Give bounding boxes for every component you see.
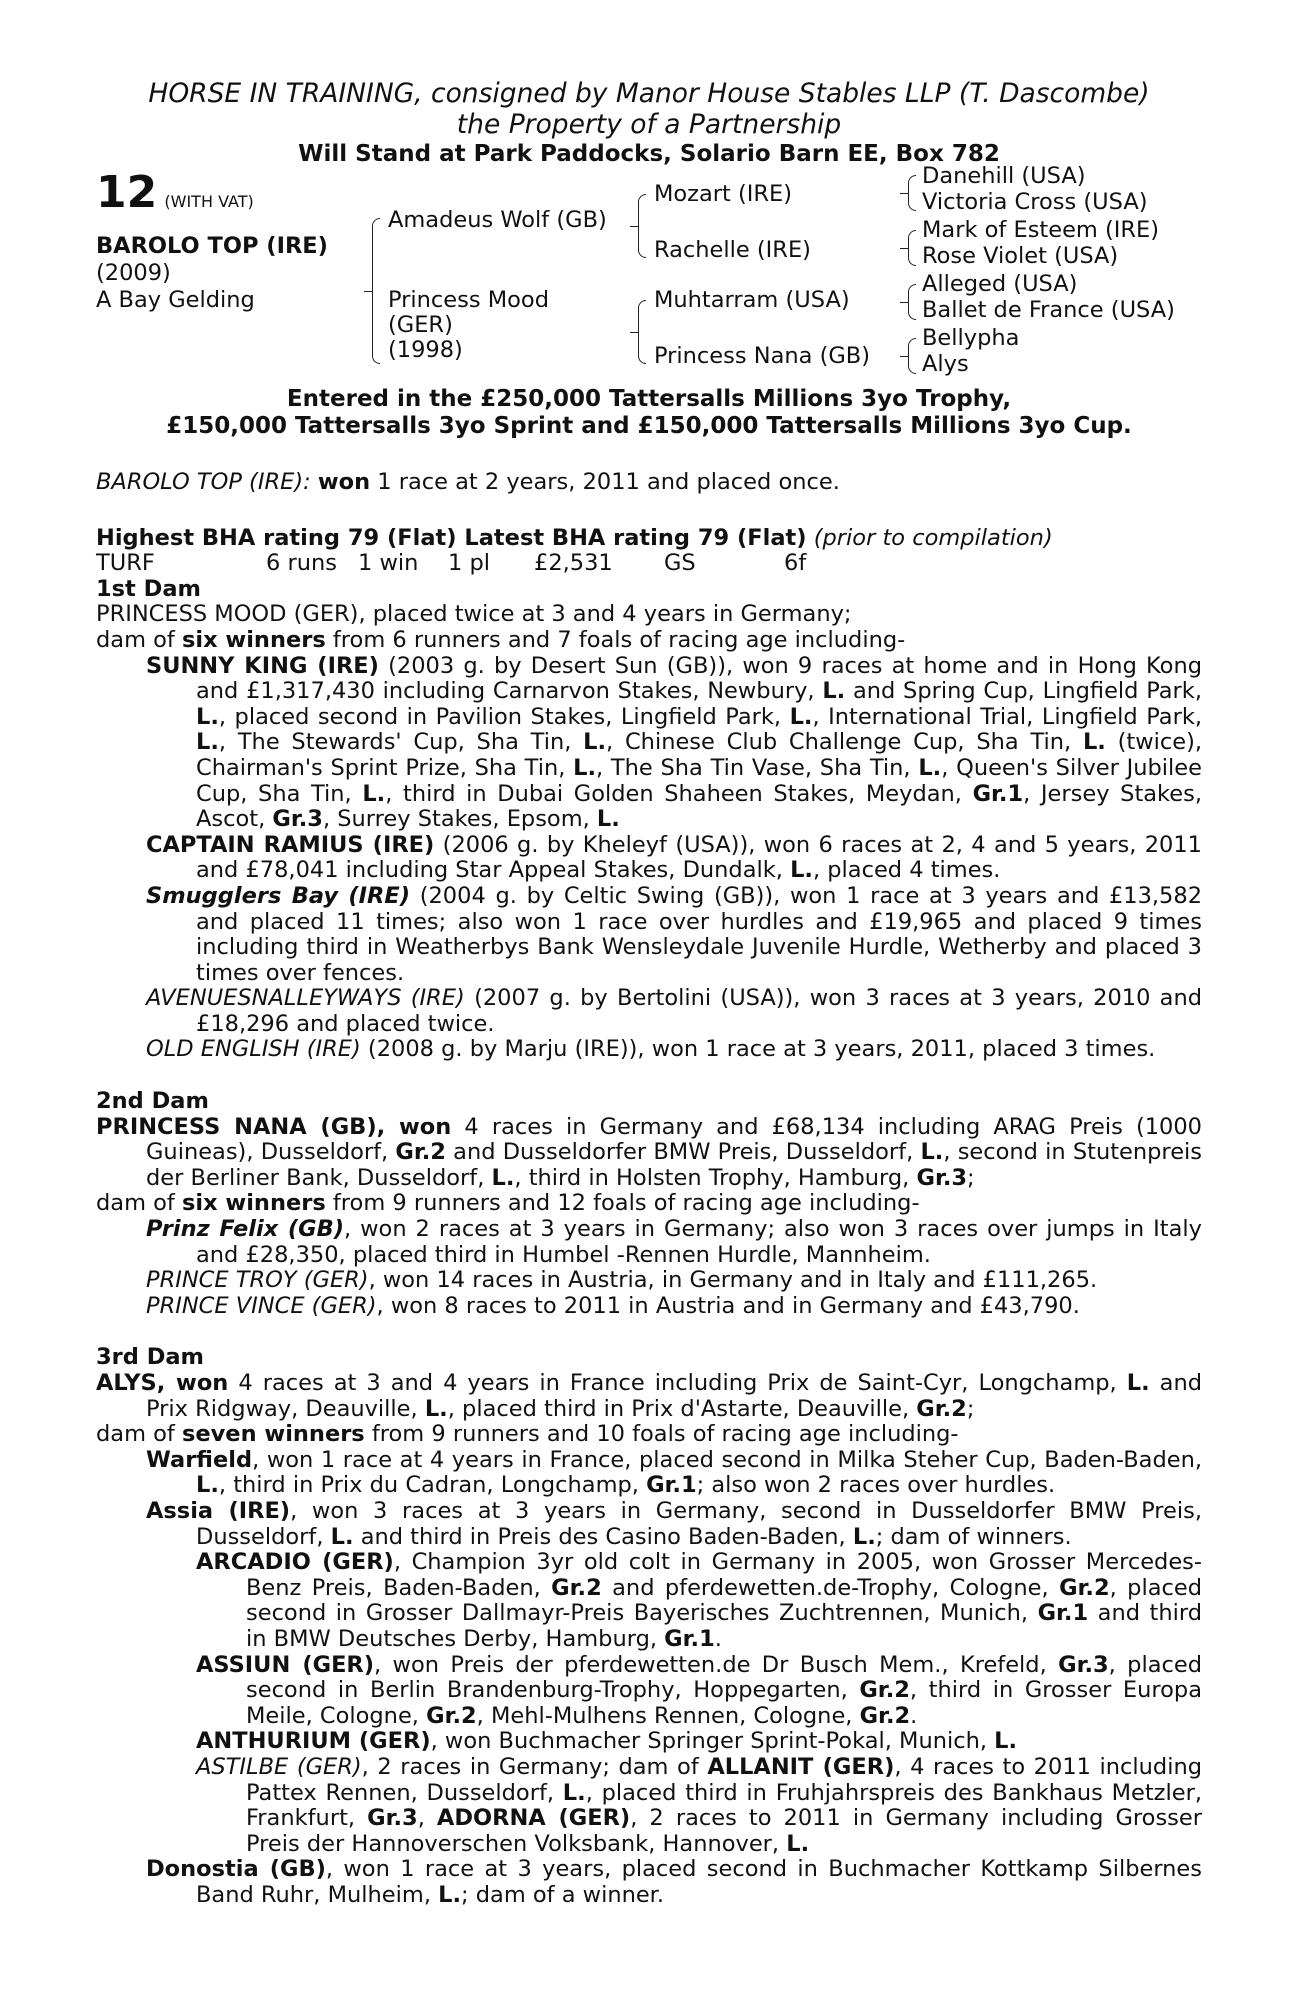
sire-side-brace <box>638 194 646 258</box>
second-dam-heading: 2nd Dam <box>96 1088 209 1115</box>
sire-dam-sire: Mark of Esteem (IRE) <box>922 217 1160 243</box>
sire-sire-dam: Victoria Cross (USA) <box>922 189 1148 215</box>
dam-dam: Princess Nana (GB) <box>654 343 870 369</box>
title-line-1: HORSE IN TRAINING, consigned by Manor House Stables LLP (T. Dascombe) <box>148 78 1150 109</box>
sire-sire-sire: Danehill (USA) <box>922 163 1086 189</box>
produce-prince-vince: PRINCE VINCE (GER), won 8 races to 2011 in Austria and in Germany and £43,790. <box>146 1292 1080 1319</box>
produce-old-english: OLD ENGLISH (IRE) (2008 g. by Marju (IRE)), won 1 race at 3 years, 2011, placed 3 times. <box>146 1036 1156 1063</box>
gen3-brace-4 <box>908 338 916 374</box>
dam-sire-sire: Alleged (USA) <box>922 271 1078 297</box>
produce-anthurium: ANTHURIUM (GER), won Buchmacher Springer Sprint-Pokal, Munich, L. <box>196 1728 1018 1755</box>
third-dam-produce-line: dam of seven winners from 9 runners and 10 foals of racing age including- <box>96 1421 959 1448</box>
dam-sire-dam: Ballet de France (USA) <box>922 297 1175 323</box>
title-line-2: the Property of a Partnership <box>456 109 842 140</box>
produce-donostia: Donostia (GB), won 1 race at 3 years, placed second in Buchmacher Kottkamp Silbernes Band Ruhr, Mulheim, L.; dam of a winner. <box>146 1856 1202 1908</box>
produce-sunny-king: SUNNY KING (IRE) (2003 g. by Desert Sun (GB)), won 9 races at home and in Hong Kong and £1,317,430 including Carnarvon Stakes, Newbury, L. and Spring Cup, Lingfield Park, L., placed second in Pavilion Stakes, Lingfield Park, L., International Trial, Lingfield Park, L., The Stewards' Cup, Sha Tin, L., Chinese Club Challenge Cup, Sha Tin, L. (twice), Chairman's Sprint Prize, Sha Tin, L., The Sha Tin Vase, Sha Tin, L., Queen's Silver Jubilee Cup, Sha Tin, L., third in Dubai Golden Shaheen Stakes, Meydan, Gr.1, Jersey Stakes, Ascot, Gr.3, Surrey Stakes, Epsom, L. <box>146 652 1202 833</box>
lot-number-row <box>96 167 254 218</box>
dam-sire: Muhtarram (USA) <box>654 287 850 313</box>
sire-dam-dam: Rose Violet (USA) <box>922 243 1119 269</box>
dam-dam-dam: Alys <box>922 351 969 377</box>
turf-record: TURF 6 runs 1 win 1 pl £2,531 GS 6f <box>96 550 807 577</box>
sire-sire: Mozart (IRE) <box>654 181 793 207</box>
vat-note: (WITH VAT) <box>164 192 254 211</box>
pedigree-block <box>96 163 1202 422</box>
dam-dam-sire: Bellypha <box>922 325 1020 351</box>
third-dam-heading: 3rd Dam <box>96 1344 204 1371</box>
horse-name: BAROLO TOP (IRE) <box>96 233 328 259</box>
sire-dam: Rachelle (IRE) <box>654 237 811 263</box>
horse-description: A Bay Gelding <box>96 287 255 313</box>
produce-prince-troy: PRINCE TROY (GER), won 14 races in Austria, in Germany and in Italy and £111,265. <box>146 1267 1098 1294</box>
produce-arcadio: ARCADIO (GER), Champion 3yr old colt in Germany in 2005, won Grosser Mercedes-Benz Preis, Baden-Baden, Gr.2 and pferdewetten.de-Trophy, Cologne, Gr.2, placed second in Grosser Dallmayr-Preis Bayerisches Zuchtrennen, Munich, Gr.1 and third in BMW Deutsches Derby, Hamburg, Gr.1. <box>196 1549 1203 1652</box>
first-dam-heading: 1st Dam <box>96 575 201 602</box>
stand-info: Will Stand at Park Paddocks, Solario Barn EE, Box 782 <box>298 141 1000 167</box>
produce-astilbe: ASTILBE (GER), 2 races in Germany; dam of ALLANIT (GER), 4 races to 2011 including Pattex Rennen, Dusseldorf, L., placed third in Fruhjahrspreis des Bankhaus Metzler, Frankfurt, Gr.3, ADORNA (GER), 2 races to 2011 in Germany including Grosser Preis der Hannoverschen Volksbank, Hannover, L. <box>196 1753 1202 1857</box>
dam-name-line1: Princess Mood <box>388 287 549 313</box>
race-summary: BAROLO TOP (IRE): won 1 race at 2 years, 2011 and placed once. <box>96 469 840 495</box>
produce-captain-ramius: CAPTAIN RAMIUS (IRE) (2006 g. by Kheleyf (USA)), won 6 races at 2, 4 and 5 years, 2011 and £78,041 including Star Appeal Stakes, Dundalk, L., placed 4 times. <box>146 831 1202 884</box>
produce-avenuesnalleyways: AVENUESNALLEYWAYS (IRE) (2007 g. by Bertolini (USA)), won 3 races at 3 years, 2010 and £18,296 and placed twice. <box>146 985 1203 1037</box>
third-dam-record: ALYS, won 4 races at 3 and 4 years in France including Prix de Saint-Cyr, Longchamp, L. and Prix Ridgway, Deauville, L., placed third in Prix d'Astarte, Deauville, Gr.2; <box>96 1370 1202 1422</box>
produce-smugglers-bay: Smugglers Bay (IRE) (2004 g. by Celtic Swing (GB)), won 1 race at 3 years and £13,582 and placed 11 times; also won 1 race over hurdles and £19,965 and placed 9 times including third in Weatherbys Bank Wensleydale Juvenile Hurdle, Wetherby and placed 3 times over fences. <box>146 882 1203 986</box>
gen3-brace-1 <box>908 175 916 211</box>
second-dam-record: PRINCESS NANA (GB), won 4 races in Germany and £68,134 including ARAG Preis (1000 Guineas), Dusseldorf, Gr.2 and Dusseldorfer BMW Preis, Dusseldorf, L., second in Stutenpreis der Berliner Bank, Dusseldorf, L., third in Holsten Trophy, Hamburg, Gr.3; <box>96 1113 1203 1191</box>
rating-line: Highest BHA rating 79 (Flat) Latest BHA rating 79 (Flat) (prior to compilation) <box>96 524 1053 551</box>
produce-warfield: Warfield, won 1 race at 4 years in France, placed second in Milka Steher Cup, Baden-Baden, L., third in Prix du Cadran, Longchamp, Gr.1; also won 2 races over hurdles. <box>146 1446 1202 1499</box>
gen3-brace-2 <box>908 230 916 266</box>
catalogue-page <box>96 78 1202 1908</box>
second-dam-produce-line: dam of six winners from 9 runners and 12 foals of racing age including- <box>96 1190 920 1217</box>
sire: Amadeus Wolf (GB) <box>388 207 607 233</box>
dam-name-line3: (1998) <box>388 337 463 363</box>
horse-year: (2009) <box>96 260 171 286</box>
produce-prinz-felix: Prinz Felix (GB), won 2 races at 3 years in Germany; also won 3 races over jumps in Italy and £28,350, placed third in Humbel -Rennen Hurdle, Mannheim. <box>146 1216 1202 1268</box>
lot-number: 12 <box>96 167 158 218</box>
gen1-brace <box>372 218 380 364</box>
produce-assiun: ASSIUN (GER), won Preis der pferdewetten.de Dr Busch Mem., Krefeld, Gr.3, placed second in Berlin Brandenburg-Trophy, Hoppegarten, Gr.2, third in Grosser Europa Meile, Cologne, Gr.2, Mehl-Mulhens Rennen, Cologne, Gr.2. <box>196 1651 1202 1729</box>
produce-assia: Assia (IRE), won 3 races at 3 years in Germany, second in Dusseldorfer BMW Preis, Dusseldorf, L. and third in Preis des Casino Baden-Baden, L.; dam of winners. <box>146 1497 1202 1550</box>
dam-name-line2: (GER) <box>388 312 453 338</box>
entered-line-2: £150,000 Tattersalls 3yo Sprint and £150,000 Tattersalls Millions 3yo Cup. <box>166 413 1132 439</box>
first-dam-line-1: PRINCESS MOOD (GER), placed twice at 3 and 4 years in Germany; <box>96 601 852 628</box>
dam-side-brace <box>638 300 646 364</box>
first-dam-line-2: dam of six winners from 6 runners and 7 foals of racing age including- <box>96 626 906 653</box>
entered-line-1: Entered in the £250,000 Tattersalls Millions 3yo Trophy, <box>286 386 1012 412</box>
gen3-brace-3 <box>908 284 916 320</box>
